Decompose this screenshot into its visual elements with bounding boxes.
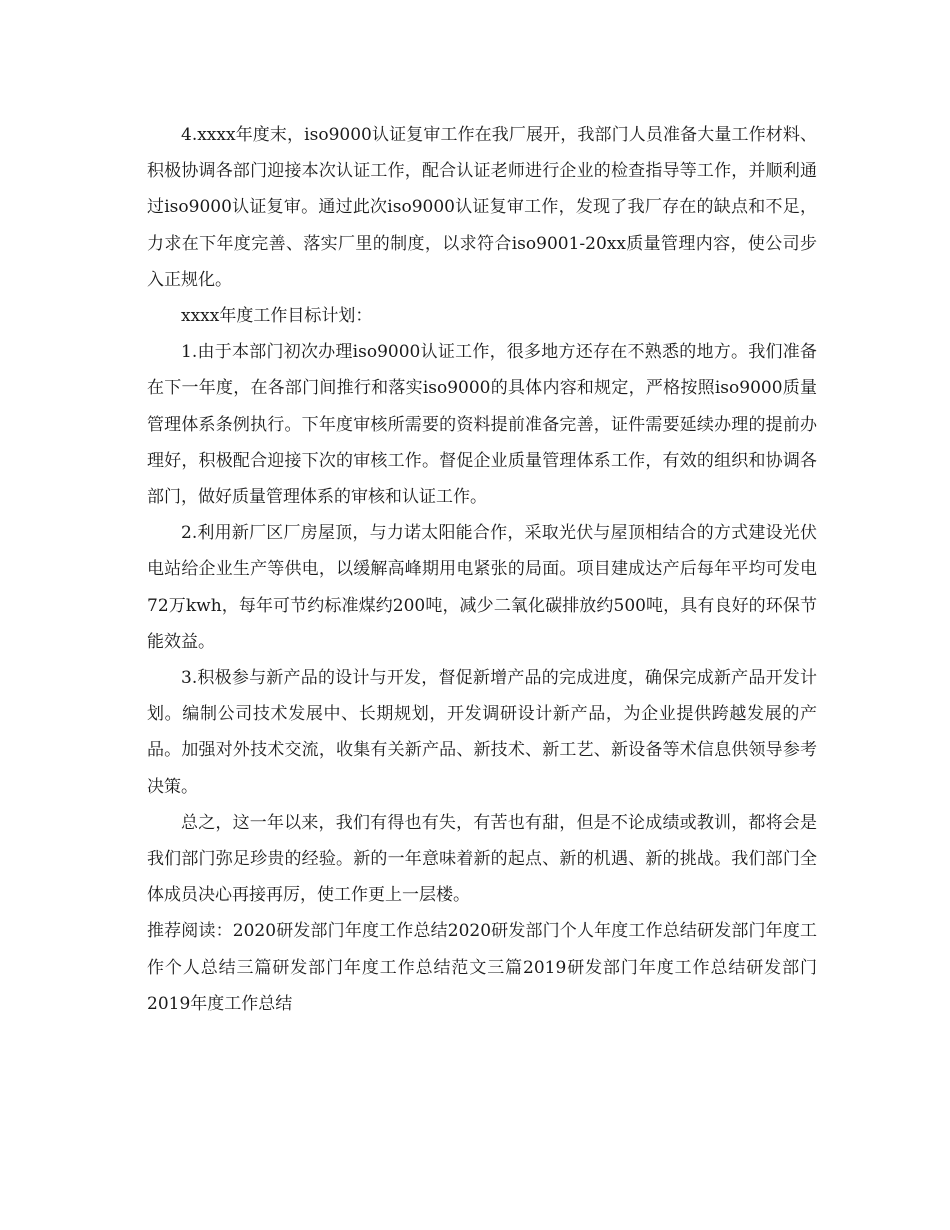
paragraph-plan-heading: xxxx年度工作目标计划： xyxy=(181,306,373,327)
paragraph-iso-review: 4.xxxx年度末，iso9000认证复审工作在我厂展开，我部门人员准备大量工作材料、积极协调各部门迎接本次认证工作，配合认证老师进行企业的检查指导等工作，并顺利通过iso9000认证复审。通过此次iso9000认证复审工作，发现了我厂存在的缺点和不足，力求在下年度完善、落实厂里的制度，以求符合iso9001-20xx质量管理内容，使公司步入正规化。 xyxy=(147,125,817,290)
paragraph-plan-item-1: 1.由于本部门初次办理iso9000认证工作，很多地方还存在不熟悉的地方。我们准备在下一年度，在各部门间推行和落实iso9000的具体内容和规定，严格按照iso9000质量管理体系条例执行。下年度审核所需要的资料提前准备完善，证件需要延续办理的提前办理好，积极配合迎接下次的审核工作。督促企业质量管理体系工作，有效的组织和协调各部门，做好质量管理体系的审核和认证工作。 xyxy=(147,342,817,508)
paragraph-plan-item-3: 3.积极参与新产品的设计与开发，督促新增产品的完成进度，确保完成新产品开发计划。编制公司技术发展中、长期规划，开发调研设计新产品，为企业提供跨越发展的产品。加强对外技术交流，收集有关新产品、新技术、新工艺、新设备等术信息供领导参考决策。 xyxy=(147,668,817,797)
paragraph-conclusion: 总之，这一年以来，我们有得也有失，有苦也有甜，但是不论成绩或教训，都将会是我们部门弥足珍贵的经验。新的一年意味着新的起点、新的机遇、新的挑战。我们部门全体成员决心再接再厉，使工作更上一层楼。 xyxy=(147,812,817,906)
document-body xyxy=(147,117,817,1022)
paragraph-plan-item-2: 2.利用新厂区厂房屋顶，与力诺太阳能合作，采取光伏与屋顶相结合的方式建设光伏电站给企业生产等供电，以缓解高峰期用电紧张的局面。项目建成达产后每年平均可发电72万kwh，每年可节约标准煤约200吨，减少二氧化碳排放约500吨，具有良好的环保节能效益。 xyxy=(147,523,817,652)
recommended-reading: 推荐阅读：2020研发部门年度工作总结2020研发部门个人年度工作总结研发部门年度工作个人总结三篇研发部门年度工作总结范文三篇2019研发部门年度工作总结研发部门2019年度工作总结 xyxy=(147,921,817,1014)
